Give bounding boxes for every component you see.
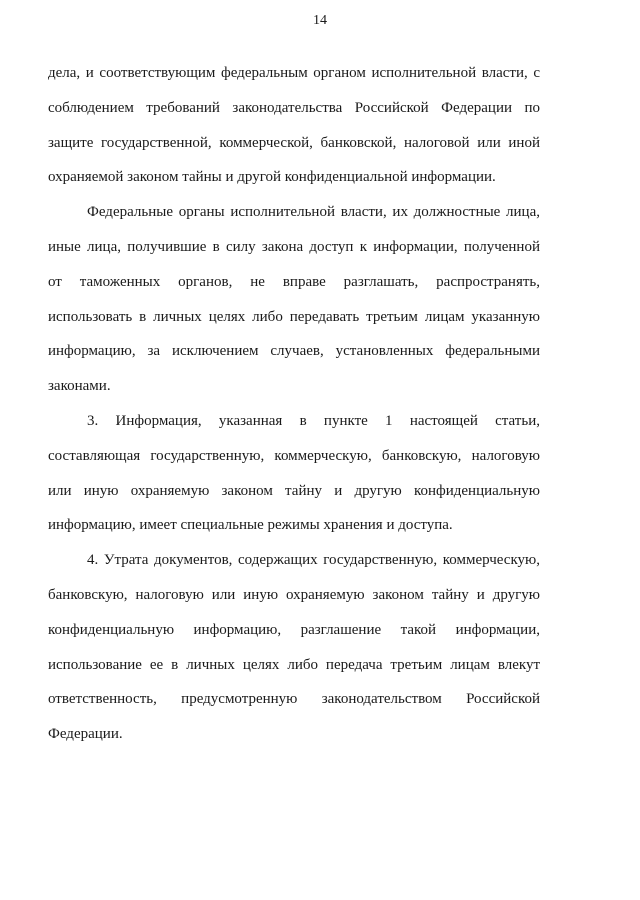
text-line: законами. (48, 378, 111, 395)
text-line: 4. Утрата документов, содержащих государственную, коммерческую, (87, 552, 540, 569)
paragraph-federal-bodies (48, 195, 540, 404)
text-line: иные лица, получившие в силу закона доступ к информации, полученной (48, 238, 540, 255)
text-line: Федеральные органы исполнительной власти, их должностные лица, (87, 204, 540, 221)
paragraph-item-4 (48, 543, 540, 752)
page-number: 14 (313, 13, 327, 28)
paragraph-item-3 (48, 404, 540, 543)
text-line: от таможенных органов, не вправе разглашать, распространять, (48, 273, 540, 290)
text-line: охраняемой законом тайны и другой конфиденциальной информации. (48, 169, 496, 186)
text-line: банковскую, налоговую или иную охраняемую законом тайну и другую (48, 586, 540, 603)
text-line: составляющая государственную, коммерческую, банковскую, налоговую (48, 447, 540, 464)
text-line: конфиденциальную информацию, разглашение такой информации, (48, 621, 540, 638)
text-line: 3. Информация, указанная в пункте 1 настоящей статьи, (87, 412, 540, 429)
text-line: ответственность, предусмотренную законодательством Российской (48, 691, 540, 708)
text-line: информацию, имеет специальные режимы хранения и доступа. (48, 517, 453, 534)
text-line: Федерации. (48, 726, 123, 743)
text-line: защите государственной, коммерческой, банковской, налоговой или иной (48, 134, 540, 151)
text-line: соблюдением требований законодательства Российской Федерации по (48, 99, 540, 116)
text-line: или иную охраняемую законом тайну и другую конфиденциальную (48, 482, 540, 499)
text-line: использовать в личных целях либо передавать третьим лицам указанную (48, 308, 540, 325)
text-line: информацию, за исключением случаев, установленных федеральными (48, 343, 540, 360)
document-body (48, 56, 540, 752)
paragraph-continuation (48, 56, 540, 195)
text-line: дела, и соответствующим федеральным органом исполнительной власти, с (48, 65, 540, 81)
text-line: использование ее в личных целях либо передача третьим лицам влекут (48, 656, 540, 673)
